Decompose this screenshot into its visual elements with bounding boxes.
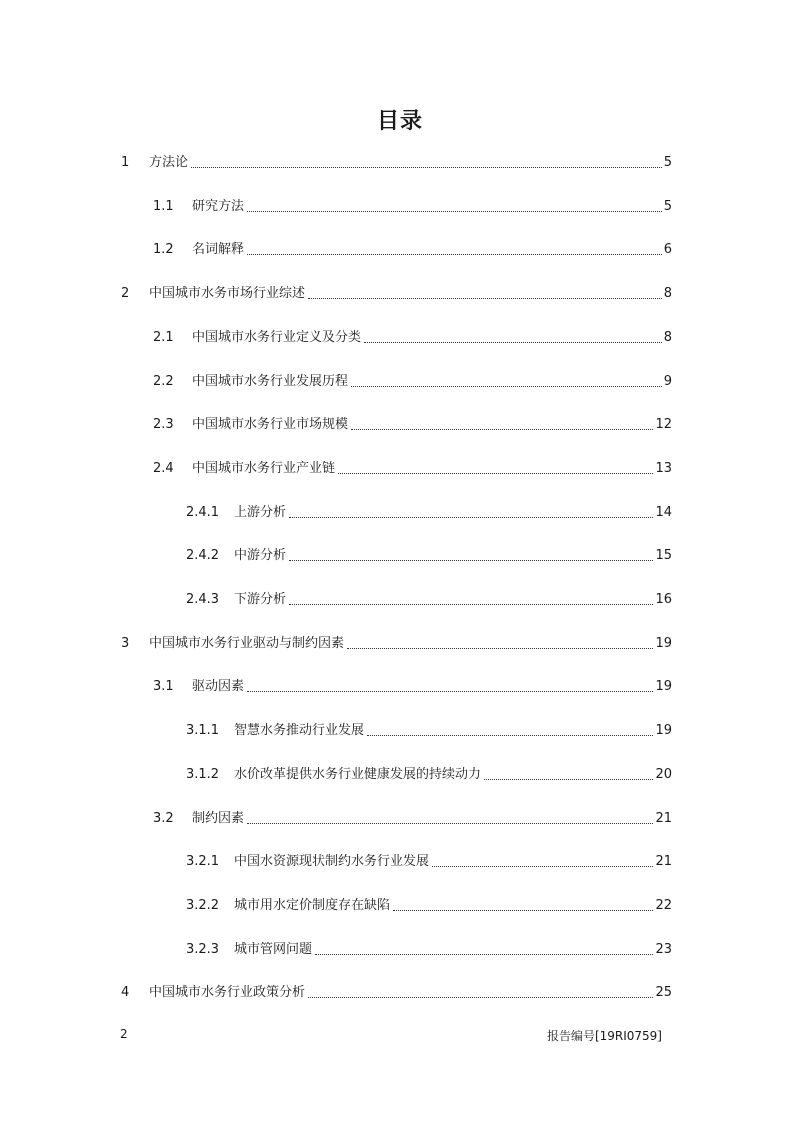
toc-dot-leader bbox=[247, 690, 653, 692]
toc-entry[interactable] bbox=[121, 284, 672, 304]
toc-entry-page: 23 bbox=[655, 941, 672, 957]
toc-entry-number: 2.1 bbox=[153, 329, 174, 345]
toc-dot-leader bbox=[484, 778, 653, 780]
toc-entry[interactable] bbox=[153, 240, 672, 260]
toc-entry-page: 15 bbox=[655, 548, 672, 564]
toc-entry-title: 城市管网问题 bbox=[234, 941, 313, 957]
toc-entry-number: 3 bbox=[121, 635, 130, 651]
toc-dot-leader bbox=[247, 210, 662, 212]
toc-entry-page: 14 bbox=[655, 504, 672, 520]
toc-dot-leader bbox=[289, 603, 653, 605]
toc-entry-number: 2.4 bbox=[153, 460, 174, 476]
toc-entry-number: 2.4.3 bbox=[186, 592, 220, 607]
toc-entry[interactable] bbox=[153, 459, 672, 479]
toc-dot-leader bbox=[351, 385, 662, 387]
toc-entry-number: 3.1.2 bbox=[186, 766, 220, 782]
toc-entry-number: 2.4.2 bbox=[186, 548, 220, 564]
toc-dot-leader bbox=[364, 341, 662, 343]
toc-dot-leader bbox=[347, 647, 653, 649]
toc-entry-page: 13 bbox=[655, 460, 672, 476]
toc-entry-page: 19 bbox=[655, 635, 672, 651]
toc-dot-leader bbox=[289, 516, 653, 518]
toc-entry-page: 16 bbox=[655, 592, 672, 607]
toc-entry-page: 19 bbox=[655, 723, 672, 739]
toc-entry-number: 2.4.1 bbox=[186, 504, 220, 520]
toc-entry-number: 3.1.1 bbox=[186, 723, 220, 739]
toc-entry-title: 名词解释 bbox=[192, 242, 245, 258]
toc-entry-title: 制约因素 bbox=[192, 810, 245, 826]
toc-entry-number: 1.1 bbox=[153, 198, 174, 214]
toc-dot-leader bbox=[191, 166, 662, 168]
toc-entry[interactable] bbox=[186, 852, 672, 872]
toc-entry-page: 12 bbox=[655, 417, 672, 433]
toc-entry-page: 20 bbox=[655, 766, 672, 782]
toc-entry[interactable] bbox=[153, 677, 672, 697]
toc-dot-leader bbox=[393, 909, 653, 911]
toc-dot-leader bbox=[351, 428, 653, 430]
toc-entry-page: 9 bbox=[663, 373, 672, 389]
toc-entry-title: 上游分析 bbox=[234, 504, 287, 520]
toc-entry[interactable] bbox=[153, 197, 672, 217]
toc-entry-number: 1.2 bbox=[153, 242, 174, 258]
toc-entry-title: 中国城市水务行业市场规模 bbox=[192, 417, 349, 433]
toc-entry[interactable] bbox=[186, 721, 672, 741]
toc-entry-number: 2.2 bbox=[153, 373, 174, 389]
toc-entry[interactable] bbox=[153, 415, 672, 435]
toc-entry-number: 2.3 bbox=[153, 417, 174, 433]
toc-entry-title: 中国城市水务行业产业链 bbox=[192, 460, 336, 476]
toc-dot-leader bbox=[338, 472, 653, 474]
toc-entry-title: 中国城市水务行业发展历程 bbox=[192, 373, 349, 389]
toc-entry[interactable] bbox=[121, 983, 672, 1003]
toc-entry-page: 5 bbox=[663, 198, 672, 214]
report-id: 报告编号[19RI0759] bbox=[546, 1029, 662, 1043]
toc-entry-title: 城市用水定价制度存在缺陷 bbox=[234, 897, 391, 913]
toc-entry[interactable] bbox=[153, 809, 672, 829]
toc-entry-page: 8 bbox=[663, 329, 672, 345]
toc-entry-title: 方法论 bbox=[149, 155, 189, 170]
toc-dot-leader bbox=[308, 996, 653, 998]
toc-entry-page: 25 bbox=[655, 985, 672, 1001]
toc-entry[interactable] bbox=[186, 765, 672, 785]
toc-dot-leader bbox=[247, 253, 662, 255]
toc-entry-title: 中国城市水务行业定义及分类 bbox=[192, 329, 362, 345]
toc-dot-leader bbox=[247, 822, 653, 824]
toc-entry-title: 中国城市水务行业政策分析 bbox=[149, 985, 306, 1001]
toc-entry-title: 驱动因素 bbox=[192, 679, 245, 695]
toc-entry-number: 1 bbox=[121, 155, 130, 170]
toc-entry-title: 中游分析 bbox=[234, 548, 287, 564]
toc-entry-number: 3.2.2 bbox=[186, 897, 220, 913]
toc-dot-leader bbox=[315, 953, 653, 955]
page-title: 目录 bbox=[376, 109, 423, 134]
toc-entry[interactable] bbox=[153, 372, 672, 392]
toc-entry-page: 8 bbox=[663, 286, 672, 302]
toc-entry[interactable] bbox=[186, 896, 672, 916]
toc-entry-page: 21 bbox=[655, 810, 672, 826]
toc-entry-title: 中国城市水务市场行业综述 bbox=[149, 286, 306, 302]
toc-entry[interactable] bbox=[153, 328, 672, 348]
toc-entry-title: 中国水资源现状制约水务行业发展 bbox=[234, 854, 430, 870]
toc-entry-number: 3.1 bbox=[153, 679, 174, 695]
toc-entry[interactable] bbox=[121, 634, 672, 654]
toc-dot-leader bbox=[289, 559, 653, 561]
toc-entry-number: 3.2.1 bbox=[186, 854, 220, 870]
toc-entry[interactable] bbox=[186, 940, 672, 960]
toc-entry-page: 5 bbox=[663, 155, 672, 170]
toc-entry-number: 4 bbox=[121, 985, 130, 1001]
toc-dot-leader bbox=[367, 734, 653, 736]
toc-entry-page: 21 bbox=[655, 854, 672, 870]
toc-dot-leader bbox=[308, 297, 662, 299]
toc-entry-number: 3.2.3 bbox=[186, 941, 220, 957]
toc-entry-number: 3.2 bbox=[153, 810, 174, 826]
toc-entry[interactable] bbox=[186, 590, 672, 610]
toc-dot-leader bbox=[432, 865, 653, 867]
toc-entry-title: 智慧水务推动行业发展 bbox=[234, 723, 365, 739]
toc-entry-title: 水价改革提供水务行业健康发展的持续动力 bbox=[234, 766, 482, 782]
toc-entry-title: 下游分析 bbox=[234, 592, 287, 607]
toc-entry-number: 2 bbox=[121, 286, 130, 302]
toc-entry-page: 22 bbox=[655, 897, 672, 913]
toc-entry-page: 6 bbox=[663, 242, 672, 258]
toc-entry-page: 19 bbox=[655, 679, 672, 695]
toc-entry[interactable] bbox=[186, 546, 672, 566]
page-number: 2 bbox=[120, 1027, 128, 1041]
toc-entry[interactable] bbox=[121, 153, 672, 173]
toc-entry[interactable] bbox=[186, 503, 672, 523]
toc-entry-title: 中国城市水务行业驱动与制约因素 bbox=[149, 635, 345, 651]
toc-entry-title: 研究方法 bbox=[192, 198, 245, 214]
